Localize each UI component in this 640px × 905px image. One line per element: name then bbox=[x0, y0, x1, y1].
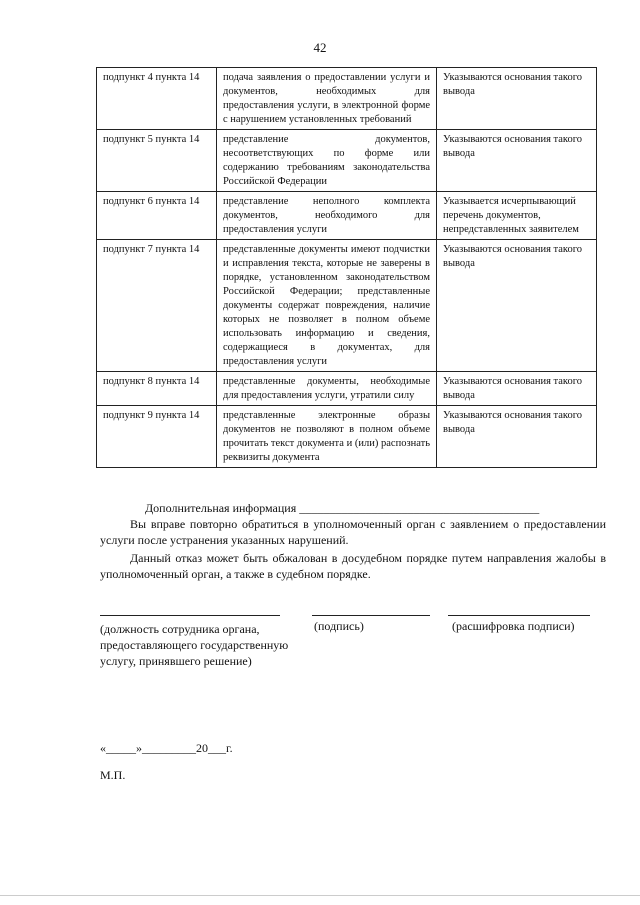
reason-cell: подача заявления о предоставлении услуги и документов, необходимых для предоставления услуги, в электронной форме с нарушением установленных требований bbox=[217, 68, 437, 130]
table-row bbox=[97, 372, 597, 406]
transcript-signature-line bbox=[448, 615, 590, 616]
clause-cell: подпункт 6 пункта 14 bbox=[97, 192, 217, 240]
table-row bbox=[97, 68, 597, 130]
refusal-grounds-table bbox=[96, 67, 597, 468]
position-caption: (должность сотрудника органа, предоставляющего государственную услугу, принявшего решение) bbox=[100, 622, 289, 668]
transcript-caption: (расшифровка подписи) bbox=[452, 619, 575, 633]
clause-cell: подпункт 5 пункта 14 bbox=[97, 130, 217, 192]
table-row bbox=[97, 406, 597, 468]
signature-caption: (подпись) bbox=[314, 619, 364, 633]
explanation-cell: Указываются основания такого вывода bbox=[437, 130, 597, 192]
clause-cell: подпункт 8 пункта 14 bbox=[97, 372, 217, 406]
explanation-cell: Указываются основания такого вывода bbox=[437, 240, 597, 372]
clause-cell: подпункт 9 пункта 14 bbox=[97, 406, 217, 468]
reason-cell: представление документов, несоответствующих по форме или содержанию требованиям законодательства Российской Федерации bbox=[217, 130, 437, 192]
clause-cell: подпункт 4 пункта 14 bbox=[97, 68, 217, 130]
table-row bbox=[97, 240, 597, 372]
retry-paragraph: Вы вправе повторно обратиться в уполномоченный орган с заявлением о предоставлении услуги после устранения указанных нарушений. bbox=[100, 517, 606, 547]
seal-placeholder: М.П. bbox=[100, 768, 126, 782]
explanation-cell: Указывается исчерпывающий перечень документов, непредставленных заявителем bbox=[437, 192, 597, 240]
clause-cell: подпункт 7 пункта 14 bbox=[97, 240, 217, 372]
table-row bbox=[97, 192, 597, 240]
additional-info-line: Дополнительная информация ________________________________________ bbox=[145, 501, 540, 515]
reason-cell: представленные документы имеют подчистки и исправления текста, которые не заверены в порядке, установленном законодательством Российской Федерации; представленные документы содержат повреждения, наличие которых не позволяет в полном объеме использовать информацию и сведения, содержащиеся в документах, для предоставления услуги bbox=[217, 240, 437, 372]
explanation-cell: Указываются основания такого вывода bbox=[437, 372, 597, 406]
explanation-cell: Указываются основания такого вывода bbox=[437, 406, 597, 468]
explanation-cell: Указываются основания такого вывода bbox=[437, 68, 597, 130]
reason-cell: представленные электронные образы документов не позволяют в полном объеме прочитать текст документа и (или) распознать реквизиты документа bbox=[217, 406, 437, 468]
page-bottom-rule bbox=[0, 895, 640, 896]
date-line: «_____»_________20___г. bbox=[100, 741, 233, 755]
page-number: 42 bbox=[313, 40, 327, 55]
position-signature-line bbox=[100, 615, 280, 616]
reason-cell: представленные документы, необходимые для предоставления услуги, утратили силу bbox=[217, 372, 437, 406]
table-row bbox=[97, 130, 597, 192]
appeal-paragraph: Данный отказ может быть обжалован в досудебном порядке путем направления жалобы в уполномоченный орган, а также в судебном порядке. bbox=[100, 551, 606, 581]
reason-cell: представление неполного комплекта документов, необходимого для предоставления услуги bbox=[217, 192, 437, 240]
signature-line bbox=[312, 615, 430, 616]
